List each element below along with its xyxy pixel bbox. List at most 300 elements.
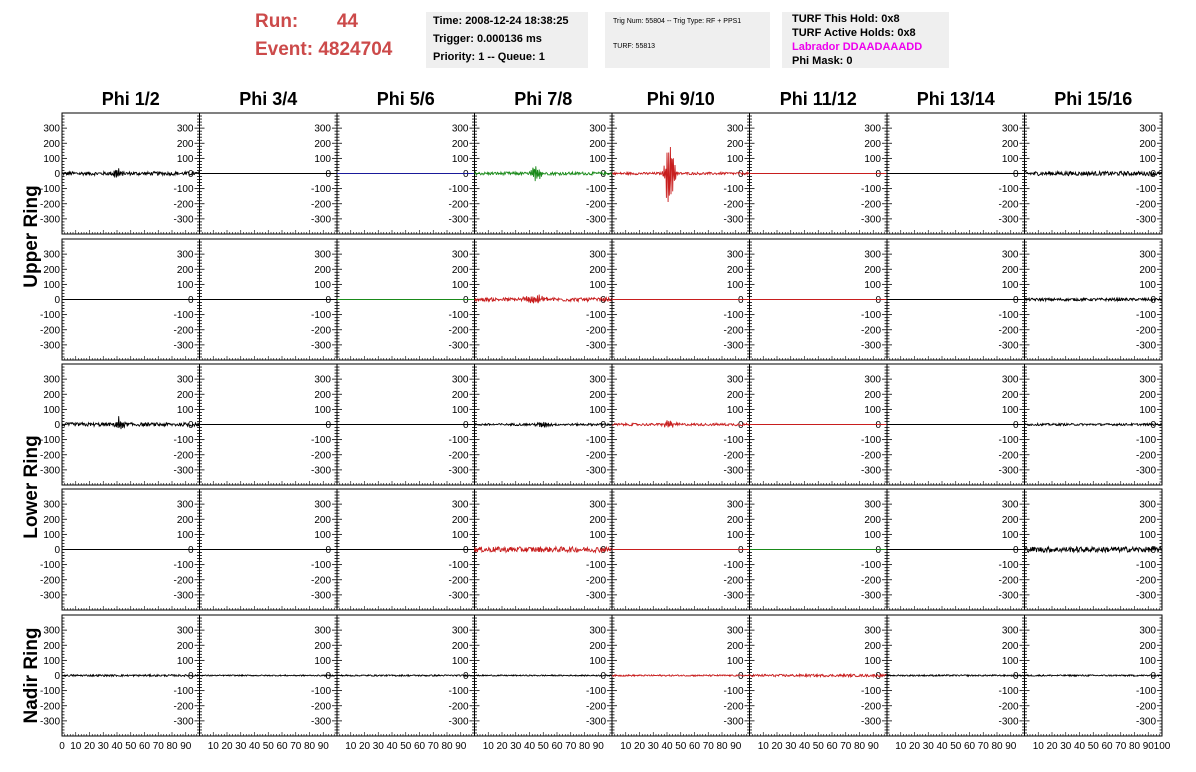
y-tick-label: -100 xyxy=(173,310,194,322)
y-tick-label: 0 xyxy=(325,169,331,180)
y-tick-label: 100 xyxy=(1139,529,1156,541)
y-tick-label: 100 xyxy=(1139,153,1156,165)
column-header: Phi 7/8 xyxy=(514,89,573,109)
y-tick-label: 300 xyxy=(43,625,60,637)
y-tick-label: 200 xyxy=(726,138,744,150)
waveform-series xyxy=(62,675,200,677)
y-tick-label: -100 xyxy=(39,310,60,322)
y-tick-label: 200 xyxy=(864,138,881,150)
y-tick-label: 0 xyxy=(875,420,881,431)
y-tick-label: 0 xyxy=(1012,545,1019,556)
y-tick-label: -200 xyxy=(310,575,331,587)
run-value: 44 xyxy=(336,11,358,32)
y-tick-label: 200 xyxy=(314,514,331,526)
y-tick-label: 200 xyxy=(726,389,744,401)
y-tick-label: 200 xyxy=(451,138,469,150)
y-tick-label: 300 xyxy=(176,123,194,135)
y-tick-label: 300 xyxy=(176,625,194,637)
y-tick-label: -200 xyxy=(173,325,194,337)
y-tick-label: -300 xyxy=(448,340,469,352)
y-tick-label: -300 xyxy=(310,716,331,728)
y-tick-label: 0 xyxy=(54,420,60,431)
turf-this-hold-text: TURF This Hold: 0x8 xyxy=(792,13,900,25)
y-tick-label: 200 xyxy=(176,264,194,276)
y-tick-label: 100 xyxy=(1139,404,1156,416)
y-tick-label: 100 xyxy=(726,529,744,541)
y-tick-label: -100 xyxy=(448,184,469,196)
y-tick-label: -200 xyxy=(1135,325,1156,337)
waveform-series xyxy=(200,675,338,676)
y-tick-label: 300 xyxy=(726,374,744,386)
y-tick-label: 100 xyxy=(176,153,194,165)
y-tick-label: -200 xyxy=(448,199,469,211)
waveform-series xyxy=(475,166,613,181)
y-tick-label: -100 xyxy=(310,435,331,447)
y-tick-label: 0 xyxy=(462,420,469,431)
y-tick-label: -300 xyxy=(39,340,60,352)
y-tick-label: -200 xyxy=(998,199,1019,211)
y-tick-label: -100 xyxy=(39,184,60,196)
y-tick-label: 300 xyxy=(451,374,469,386)
y-tick-label: -300 xyxy=(998,465,1019,477)
y-tick-label: -100 xyxy=(173,560,194,572)
y-tick-label: 0 xyxy=(600,545,606,556)
y-tick-label: -300 xyxy=(39,214,60,226)
y-tick-label: 300 xyxy=(1001,374,1019,386)
waveform-series xyxy=(1025,298,1163,301)
y-tick-label: 300 xyxy=(43,249,60,261)
y-tick-label: -300 xyxy=(723,590,744,602)
y-tick-label: -300 xyxy=(310,340,331,352)
y-tick-label: 300 xyxy=(864,123,881,135)
priority-text: Priority: 1 -- Queue: 1 xyxy=(433,51,545,63)
y-tick-label: -300 xyxy=(173,716,194,728)
y-tick-label: 100 xyxy=(864,153,881,165)
y-tick-label: 300 xyxy=(864,499,881,511)
y-tick-label: -100 xyxy=(173,435,194,447)
y-tick-label: 200 xyxy=(43,138,60,150)
y-tick-label: -200 xyxy=(998,575,1019,587)
turf-active-holds-text: TURF Active Holds: 0x8 xyxy=(792,27,916,39)
y-tick-label: 100 xyxy=(451,529,469,541)
y-tick-label: 100 xyxy=(864,404,881,416)
y-tick-label: 200 xyxy=(314,389,331,401)
y-tick-label: 300 xyxy=(314,374,331,386)
y-tick-label: -300 xyxy=(1135,214,1156,226)
y-tick-label: -100 xyxy=(448,435,469,447)
y-tick-label: -300 xyxy=(860,590,881,602)
y-tick-label: 300 xyxy=(314,499,331,511)
y-tick-label: 300 xyxy=(864,374,881,386)
y-tick-label: -300 xyxy=(1135,340,1156,352)
y-tick-label: -300 xyxy=(448,465,469,477)
y-tick-label: -200 xyxy=(1135,450,1156,462)
y-tick-label: -100 xyxy=(448,560,469,572)
y-tick-label: 0 xyxy=(737,169,744,180)
y-tick-label: 200 xyxy=(864,389,881,401)
y-tick-label: 100 xyxy=(176,529,194,541)
y-tick-label: -300 xyxy=(39,465,60,477)
y-tick-label: 0 xyxy=(187,671,194,682)
y-tick-label: 0 xyxy=(54,169,60,180)
y-tick-label: -100 xyxy=(585,310,606,322)
y-tick-label: -300 xyxy=(585,465,606,477)
y-tick-label: -200 xyxy=(448,325,469,337)
trig-num-text: Trig Num: 55804 -- Trig Type: RF + PPS1 xyxy=(613,18,742,25)
y-tick-label: -100 xyxy=(173,184,194,196)
y-tick-label: -300 xyxy=(39,590,60,602)
y-tick-label: -100 xyxy=(1135,310,1156,322)
y-tick-label: 200 xyxy=(1001,138,1019,150)
y-tick-label: -100 xyxy=(998,560,1019,572)
y-tick-label: -200 xyxy=(173,701,194,713)
y-tick-label: 0 xyxy=(187,545,194,556)
y-tick-label: 100 xyxy=(1001,279,1019,291)
y-tick-label: 100 xyxy=(864,279,881,291)
y-tick-label: 0 xyxy=(1012,420,1019,431)
y-tick-label: -200 xyxy=(723,575,744,587)
y-tick-label: 300 xyxy=(1001,499,1019,511)
y-tick-label: 0 xyxy=(1150,169,1156,180)
y-tick-label: -200 xyxy=(39,701,60,713)
time-text: Time: 2008-12-24 18:38:25 xyxy=(433,15,569,27)
y-tick-label: 200 xyxy=(589,514,606,526)
y-tick-label: -100 xyxy=(860,560,881,572)
y-tick-label: 100 xyxy=(589,529,606,541)
y-tick-label: 200 xyxy=(43,264,60,276)
y-tick-label: 100 xyxy=(451,404,469,416)
y-tick-label: 300 xyxy=(1139,123,1156,135)
y-tick-label: -100 xyxy=(860,184,881,196)
y-tick-label: -300 xyxy=(723,340,744,352)
y-tick-label: 100 xyxy=(451,655,469,667)
y-tick-label: -300 xyxy=(173,340,194,352)
y-tick-label: -100 xyxy=(39,560,60,572)
y-tick-label: -100 xyxy=(310,686,331,698)
y-tick-label: -200 xyxy=(310,450,331,462)
y-tick-label: -300 xyxy=(998,340,1019,352)
y-tick-label: 200 xyxy=(1001,389,1019,401)
y-tick-label: -100 xyxy=(998,310,1019,322)
y-tick-label: 0 xyxy=(737,545,744,556)
row-label: Upper Ring xyxy=(21,185,42,288)
y-tick-label: -300 xyxy=(860,214,881,226)
y-tick-label: -200 xyxy=(998,325,1019,337)
y-tick-label: 200 xyxy=(176,514,194,526)
y-tick-label: 300 xyxy=(176,374,194,386)
y-tick-label: -200 xyxy=(310,325,331,337)
column-header: Phi 11/12 xyxy=(779,89,857,109)
y-tick-label: 0 xyxy=(187,295,194,306)
y-tick-label: -100 xyxy=(1135,560,1156,572)
y-tick-label: 0 xyxy=(462,169,469,180)
column-header: Phi 1/2 xyxy=(101,89,160,109)
y-tick-label: 100 xyxy=(176,655,194,667)
y-tick-label: 200 xyxy=(314,264,331,276)
y-tick-label: -300 xyxy=(173,214,194,226)
y-tick-label: -200 xyxy=(723,450,744,462)
y-tick-label: 0 xyxy=(54,671,60,682)
y-tick-label: 0 xyxy=(1012,295,1019,306)
y-tick-label: 0 xyxy=(737,295,744,306)
y-tick-label: 100 xyxy=(864,529,881,541)
y-tick-label: 0 xyxy=(600,295,606,306)
waveform-series xyxy=(475,295,613,304)
waveform-series xyxy=(1025,171,1163,175)
y-tick-label: -100 xyxy=(585,435,606,447)
y-tick-label: -100 xyxy=(723,310,744,322)
y-tick-label: 200 xyxy=(589,138,606,150)
y-tick-label: -300 xyxy=(585,340,606,352)
y-tick-label: 0 xyxy=(187,169,194,180)
y-tick-label: 300 xyxy=(726,499,744,511)
labrador-text: Labrador DDAADAAADD xyxy=(792,41,923,53)
y-tick-label: 0 xyxy=(1150,545,1156,556)
y-tick-label: 0 xyxy=(462,671,469,682)
waveform-series xyxy=(62,168,200,177)
y-tick-label: 200 xyxy=(864,514,881,526)
y-tick-label: 200 xyxy=(589,389,606,401)
y-tick-label: -200 xyxy=(585,325,606,337)
y-tick-label: -200 xyxy=(448,450,469,462)
y-tick-label: -300 xyxy=(448,590,469,602)
y-tick-label: 200 xyxy=(43,389,60,401)
column-header: Phi 13/14 xyxy=(916,89,995,109)
y-tick-label: -100 xyxy=(998,184,1019,196)
y-tick-label: 300 xyxy=(176,499,194,511)
y-tick-label: 300 xyxy=(314,249,331,261)
y-tick-label: 100 xyxy=(43,655,60,667)
y-tick-label: -200 xyxy=(173,450,194,462)
y-tick-label: 100 xyxy=(314,529,331,541)
y-tick-label: -200 xyxy=(448,575,469,587)
y-tick-label: -100 xyxy=(448,310,469,322)
y-tick-label: 300 xyxy=(589,374,606,386)
y-tick-label: 300 xyxy=(726,249,744,261)
y-tick-label: 300 xyxy=(451,123,469,135)
waveform-series xyxy=(1025,423,1163,425)
y-tick-label: 200 xyxy=(726,514,744,526)
y-tick-label: 300 xyxy=(176,249,194,261)
y-tick-label: 100 xyxy=(726,404,744,416)
y-tick-label: 200 xyxy=(1139,514,1156,526)
y-tick-label: -200 xyxy=(860,325,881,337)
y-tick-label: -300 xyxy=(860,340,881,352)
y-tick-label: -200 xyxy=(860,450,881,462)
y-tick-label: -100 xyxy=(310,310,331,322)
y-tick-label: 0 xyxy=(1150,295,1156,306)
y-tick-label: 0 xyxy=(325,671,331,682)
y-tick-label: 200 xyxy=(451,514,469,526)
y-tick-label: -300 xyxy=(39,716,60,728)
y-tick-label: -100 xyxy=(39,686,60,698)
y-tick-label: -200 xyxy=(585,450,606,462)
y-tick-label: 0 xyxy=(1012,169,1019,180)
y-tick-label: 200 xyxy=(864,264,881,276)
y-tick-label: 100 xyxy=(314,153,331,165)
y-tick-label: 300 xyxy=(1001,123,1019,135)
y-tick-label: -100 xyxy=(723,435,744,447)
waveform-series xyxy=(475,422,613,427)
y-tick-label: 0 xyxy=(462,295,469,306)
y-tick-label: 200 xyxy=(451,640,469,652)
y-tick-label: -100 xyxy=(39,435,60,447)
y-tick-label: 200 xyxy=(314,138,331,150)
y-tick-label: 200 xyxy=(1001,514,1019,526)
y-tick-label: 100 xyxy=(176,279,194,291)
waveform-series xyxy=(1025,547,1163,552)
y-tick-label: 0 xyxy=(600,420,606,431)
waveform-series xyxy=(612,420,750,427)
y-tick-label: 200 xyxy=(43,514,60,526)
y-tick-label: -100 xyxy=(173,686,194,698)
y-tick-label: 100 xyxy=(43,153,60,165)
y-tick-label: 300 xyxy=(43,374,60,386)
y-tick-label: 300 xyxy=(451,625,469,637)
y-tick-label: 100 xyxy=(1139,279,1156,291)
y-tick-label: -300 xyxy=(585,590,606,602)
y-tick-label: -200 xyxy=(310,199,331,211)
y-tick-label: 200 xyxy=(451,389,469,401)
y-tick-label: 300 xyxy=(726,123,744,135)
y-tick-label: -300 xyxy=(998,214,1019,226)
y-tick-label: -200 xyxy=(998,450,1019,462)
y-tick-label: 200 xyxy=(314,640,331,652)
y-tick-label: -300 xyxy=(723,214,744,226)
y-tick-label: -200 xyxy=(585,199,606,211)
y-tick-label: -200 xyxy=(39,575,60,587)
y-tick-label: -200 xyxy=(585,575,606,587)
y-tick-label: 100 xyxy=(43,404,60,416)
y-tick-label: -200 xyxy=(1135,575,1156,587)
y-tick-label: 100 xyxy=(451,153,469,165)
y-tick-label: 100 xyxy=(589,279,606,291)
y-tick-label: 100 xyxy=(589,404,606,416)
y-tick-label: -300 xyxy=(448,716,469,728)
y-tick-label: 0 xyxy=(54,295,60,306)
y-tick-label: -300 xyxy=(1135,465,1156,477)
y-tick-label: 200 xyxy=(176,640,194,652)
y-tick-label: -100 xyxy=(310,184,331,196)
y-tick-label: -200 xyxy=(1135,199,1156,211)
y-tick-label: 300 xyxy=(314,625,331,637)
y-tick-label: 300 xyxy=(43,123,60,135)
y-tick-label: 100 xyxy=(314,655,331,667)
y-tick-label: 100 xyxy=(1001,529,1019,541)
y-tick-label: 200 xyxy=(1139,138,1156,150)
trigger-text: Trigger: 0.000136 ms xyxy=(433,33,542,45)
y-tick-label: 0 xyxy=(1150,420,1156,431)
y-tick-label: 0 xyxy=(325,420,331,431)
y-tick-label: -100 xyxy=(860,310,881,322)
y-tick-label: -100 xyxy=(585,560,606,572)
y-tick-label: -100 xyxy=(448,686,469,698)
phi-mask-text: Phi Mask: 0 xyxy=(792,55,853,67)
row-label: Lower Ring xyxy=(21,435,42,539)
y-tick-label: -100 xyxy=(723,560,744,572)
y-tick-label: -300 xyxy=(585,214,606,226)
y-tick-label: -100 xyxy=(310,560,331,572)
y-tick-label: 300 xyxy=(1139,374,1156,386)
y-tick-label: -300 xyxy=(448,214,469,226)
y-tick-label: 300 xyxy=(864,249,881,261)
column-header: Phi 3/4 xyxy=(239,89,298,109)
y-tick-label: -200 xyxy=(723,325,744,337)
y-tick-label: -300 xyxy=(173,590,194,602)
y-tick-label: -200 xyxy=(860,199,881,211)
y-tick-label: -300 xyxy=(723,465,744,477)
y-tick-label: 100 xyxy=(176,404,194,416)
y-tick-label: -300 xyxy=(310,465,331,477)
event-value: 4824704 xyxy=(318,39,393,60)
y-tick-label: 0 xyxy=(462,545,469,556)
y-tick-label: 0 xyxy=(737,420,744,431)
y-tick-label: 0 xyxy=(325,295,331,306)
y-tick-label: 100 xyxy=(589,153,606,165)
y-tick-label: 200 xyxy=(176,138,194,150)
y-tick-label: 0 xyxy=(187,420,194,431)
y-tick-label: -100 xyxy=(998,435,1019,447)
y-tick-label: -300 xyxy=(310,590,331,602)
y-tick-label: 0 xyxy=(875,169,881,180)
column-header: Phi 5/6 xyxy=(376,89,435,109)
column-header: Phi 15/16 xyxy=(1054,89,1133,109)
y-tick-label: 300 xyxy=(1139,499,1156,511)
waveform-series xyxy=(475,547,613,552)
y-tick-label: 0 xyxy=(600,169,606,180)
y-tick-label: 0 xyxy=(875,295,881,306)
y-tick-label: -200 xyxy=(39,450,60,462)
y-tick-label: 100 xyxy=(1001,153,1019,165)
y-tick-label: -300 xyxy=(173,465,194,477)
y-tick-label: -200 xyxy=(39,325,60,337)
y-tick-label: 200 xyxy=(589,264,606,276)
y-tick-label: 200 xyxy=(1139,389,1156,401)
waveform-series xyxy=(62,416,200,429)
y-tick-label: -100 xyxy=(1135,184,1156,196)
y-tick-label: 200 xyxy=(451,264,469,276)
y-tick-label: 200 xyxy=(1001,264,1019,276)
y-tick-label: -200 xyxy=(39,199,60,211)
y-tick-label: -100 xyxy=(860,435,881,447)
y-tick-label: -100 xyxy=(723,184,744,196)
y-tick-label: 100 xyxy=(43,279,60,291)
y-tick-label: 100 xyxy=(43,529,60,541)
run-label: Run: xyxy=(255,11,299,32)
y-tick-label: 200 xyxy=(176,389,194,401)
y-tick-label: 200 xyxy=(43,640,60,652)
y-tick-label: 100 xyxy=(1001,404,1019,416)
y-tick-label: 100 xyxy=(726,153,744,165)
y-tick-label: 100 xyxy=(726,279,744,291)
column-header: Phi 9/10 xyxy=(646,89,715,109)
y-tick-label: -300 xyxy=(310,214,331,226)
y-tick-label: 300 xyxy=(451,499,469,511)
y-tick-label: -200 xyxy=(723,199,744,211)
event-label: Event: xyxy=(255,39,314,60)
y-tick-label: 100 xyxy=(314,279,331,291)
y-tick-label: -300 xyxy=(1135,590,1156,602)
y-tick-label: 300 xyxy=(1139,249,1156,261)
y-tick-label: -200 xyxy=(860,575,881,587)
y-tick-label: 300 xyxy=(1001,249,1019,261)
y-tick-label: 300 xyxy=(43,499,60,511)
y-tick-label: -300 xyxy=(998,590,1019,602)
y-tick-label: -200 xyxy=(173,575,194,587)
y-tick-label: -100 xyxy=(585,184,606,196)
y-tick-label: 100 xyxy=(314,404,331,416)
turf-text: TURF: 55813 xyxy=(613,43,656,50)
